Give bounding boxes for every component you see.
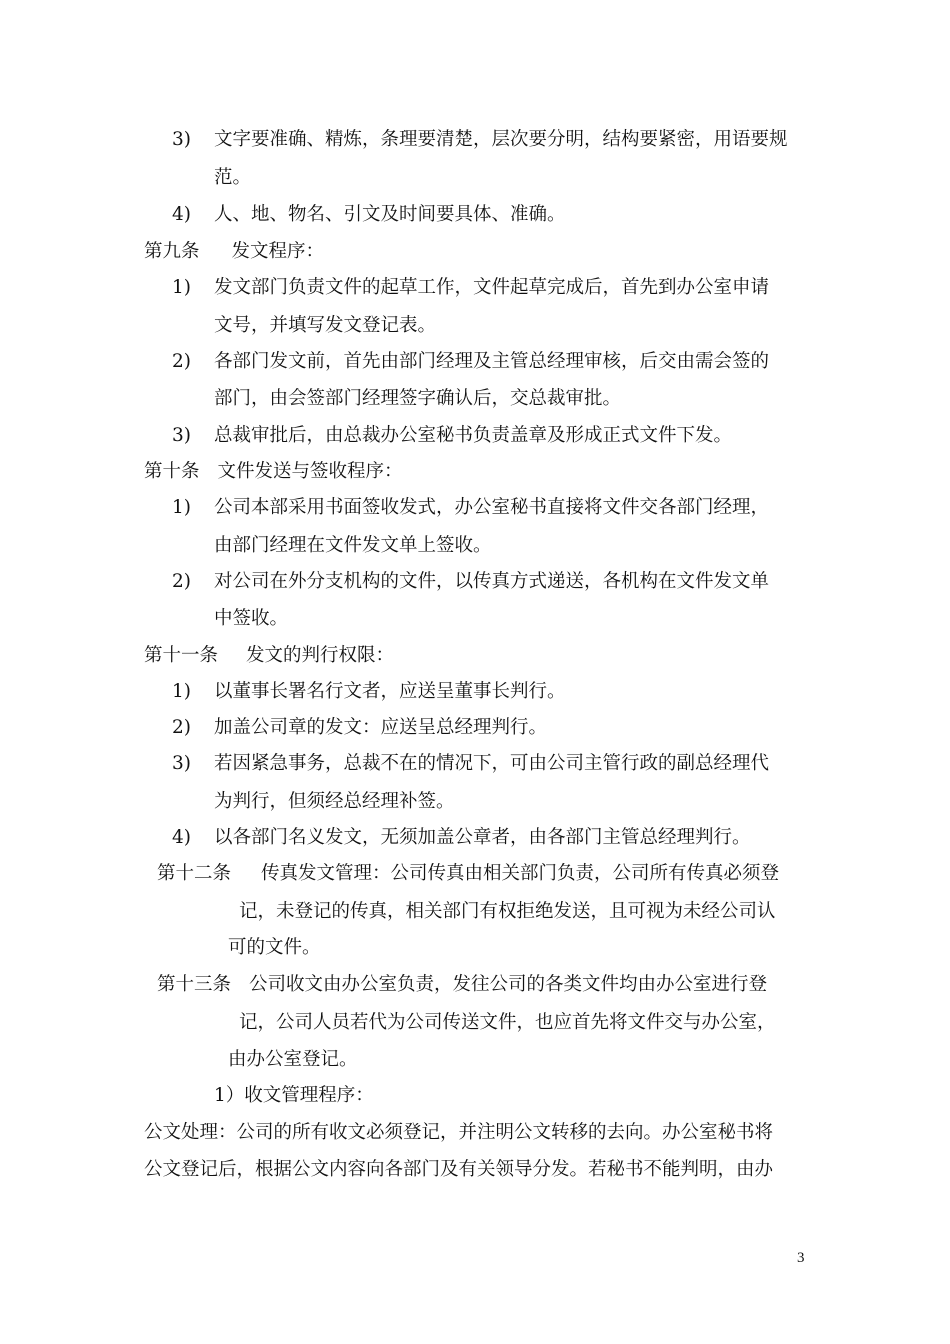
item-number: 4) xyxy=(172,204,191,225)
article-paragraph xyxy=(157,862,779,886)
item-text: 发文部门负责文件的起草工作，文件起草完成后，首先到办公室申请 xyxy=(214,277,770,298)
item-number: 3) xyxy=(172,129,191,150)
list-item xyxy=(172,128,788,152)
list-item xyxy=(172,716,547,740)
article-label: 第十一条 xyxy=(144,645,219,666)
body-paragraph-line: 公文处理：公司的所有收文必须登记，并注明公文转移的去向。办公室秘书将 xyxy=(144,1122,774,1143)
article-heading xyxy=(144,644,394,668)
list-item xyxy=(172,350,769,374)
article-label: 第十二条 xyxy=(157,863,232,884)
item-number: 2) xyxy=(172,571,191,592)
item-text: 以董事长署名行文者，应送呈董事长判行。 xyxy=(214,681,566,702)
list-item xyxy=(172,496,769,520)
article-paragraph xyxy=(157,973,767,997)
item-text: 若因紧急事务，总裁不在的情况下，可由公司主管行政的副总经理代 xyxy=(214,753,770,774)
list-item xyxy=(172,752,769,776)
item-text: 公司本部采用书面签收发式，办公室秘书直接将文件交各部门经理， xyxy=(214,497,770,518)
list-item xyxy=(172,570,769,594)
item-number: 1) xyxy=(172,497,191,518)
article-label: 第九条 xyxy=(144,241,200,262)
item-number: 4) xyxy=(172,827,191,848)
list-item xyxy=(172,680,566,704)
body-paragraph-line: 公文登记后，根据公文内容向各部门及有关领导分发。若秘书不能判明，由办 xyxy=(144,1159,774,1180)
article-label: 第十条 xyxy=(144,461,200,482)
article-title: 文件发送与签收程序： xyxy=(217,461,403,482)
article-label: 第十三条 xyxy=(157,974,232,995)
article-text: 公司收文由办公室负责，发往公司的各类文件均由办公室进行登 xyxy=(249,974,768,995)
article-heading xyxy=(144,240,324,264)
list-item-continuation: 为判行，但须经总经理补签。 xyxy=(214,791,455,812)
item-text: 总裁审批后，由总裁办公室秘书负责盖章及形成正式文件下发。 xyxy=(214,425,733,446)
list-item xyxy=(172,203,566,227)
item-number: 2) xyxy=(172,717,191,738)
list-item-continuation: 部门，由会签部门经理签字确认后，交总裁审批。 xyxy=(214,388,622,409)
list-item-continuation: 文号，并填写发文登记表。 xyxy=(214,315,437,336)
item-text: 以各部门名义发文，无须加盖公章者，由各部门主管总经理判行。 xyxy=(214,827,751,848)
article-continuation: 可的文件。 xyxy=(228,937,321,958)
article-continuation: 记，公司人员若代为公司传送文件，也应首先将文件交与办公室， xyxy=(239,1012,776,1033)
item-number: 2) xyxy=(172,351,191,372)
article-continuation: 记，未登记的传真，相关部门有权拒绝发送，且可视为未经公司认 xyxy=(239,901,776,922)
item-text: 人、地、物名、引文及时间要具体、准确。 xyxy=(214,204,566,225)
sub-heading: 1）收文管理程序： xyxy=(214,1085,374,1106)
item-text: 各部门发文前，首先由部门经理及主管总经理审核，后交由需会签的 xyxy=(214,351,770,372)
item-text: 对公司在外分支机构的文件，以传真方式递送，各机构在文件发文单 xyxy=(214,571,770,592)
list-item xyxy=(172,276,769,300)
list-item xyxy=(172,826,751,850)
article-title: 发文程序： xyxy=(231,241,325,262)
list-item-continuation: 范。 xyxy=(214,167,252,188)
article-continuation: 由办公室登记。 xyxy=(228,1049,358,1070)
list-item-continuation: 由部门经理在文件发文单上签收。 xyxy=(214,535,492,556)
list-item xyxy=(172,424,732,448)
article-title: 发文的判行权限： xyxy=(246,645,395,666)
list-item-continuation: 中签收。 xyxy=(214,608,289,629)
article-heading xyxy=(144,460,403,484)
item-number: 1) xyxy=(172,681,191,702)
item-text: 文字要准确、精炼，条理要清楚，层次要分明，结构要紧密，用语要规 xyxy=(214,129,788,150)
page-number: 3 xyxy=(797,1250,805,1266)
item-number: 1) xyxy=(172,277,191,298)
item-text: 加盖公司章的发文：应送呈总经理判行。 xyxy=(214,717,548,738)
item-number: 3) xyxy=(172,425,191,446)
article-text: 传真发文管理：公司传真由相关部门负责，公司所有传真必须登 xyxy=(261,863,780,884)
item-number: 3) xyxy=(172,753,191,774)
